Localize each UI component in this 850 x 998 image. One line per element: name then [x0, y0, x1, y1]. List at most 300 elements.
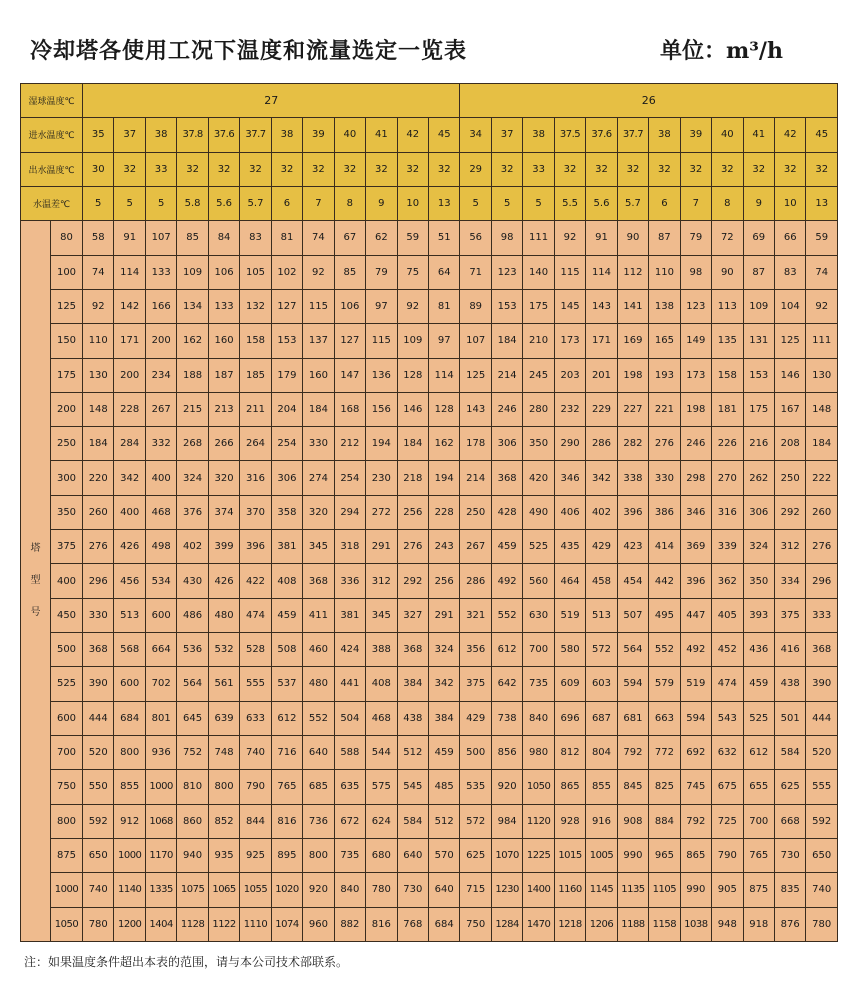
- flow-cell: 178: [460, 427, 491, 461]
- temp-diff-cell: 5.7: [240, 186, 271, 220]
- outlet-temp-cell: 32: [774, 152, 805, 186]
- flow-cell: 594: [680, 701, 711, 735]
- model-cell: 80: [51, 221, 83, 255]
- flow-cell: 187: [208, 358, 239, 392]
- flow-cell: 792: [617, 735, 648, 769]
- flow-cell: 507: [617, 598, 648, 632]
- flow-cell: 875: [743, 873, 774, 907]
- flow-cell: 534: [145, 564, 176, 598]
- flow-cell: 230: [366, 461, 397, 495]
- outlet-temp-cell: 32: [177, 152, 208, 186]
- table-row: [21, 255, 838, 289]
- unit-label: 单位：m³/h: [660, 38, 783, 64]
- temp-diff-cell: 5.6: [208, 186, 239, 220]
- flow-cell: 765: [743, 838, 774, 872]
- inlet-temp-cell: 42: [774, 118, 805, 152]
- model-cell: 800: [51, 804, 83, 838]
- flow-cell: 125: [460, 358, 491, 392]
- flow-cell: 444: [83, 701, 114, 735]
- outlet-temp-cell: 32: [617, 152, 648, 186]
- flow-cell: 700: [523, 633, 554, 667]
- flow-cell: 684: [114, 701, 145, 735]
- flow-cell: 292: [397, 564, 428, 598]
- table-row: [21, 427, 838, 461]
- flow-cell: 286: [460, 564, 491, 598]
- flow-cell: 312: [366, 564, 397, 598]
- flow-cell: 1400: [523, 873, 554, 907]
- table-row: [21, 461, 838, 495]
- temp-diff-cell: 5: [523, 186, 554, 220]
- flow-cell: 1000: [145, 770, 176, 804]
- flow-cell: 447: [680, 598, 711, 632]
- flow-cell: 650: [83, 838, 114, 872]
- flow-cell: 175: [743, 392, 774, 426]
- outlet-temp-cell: 29: [460, 152, 491, 186]
- flow-cell: 844: [240, 804, 271, 838]
- flow-cell: 1218: [554, 907, 585, 942]
- flow-cell: 700: [743, 804, 774, 838]
- flow-cell: 512: [397, 735, 428, 769]
- table-row: [21, 873, 838, 907]
- flow-cell: 368: [303, 564, 334, 598]
- group-27: 27: [83, 84, 460, 118]
- flow-cell: 318: [334, 530, 365, 564]
- flow-cell: 91: [586, 221, 617, 255]
- flow-cell: 256: [429, 564, 460, 598]
- flow-cell: 87: [743, 255, 774, 289]
- side-label-char: 号: [30, 607, 41, 619]
- flow-cell: 246: [680, 427, 711, 461]
- flow-cell: 460: [303, 633, 334, 667]
- flow-cell: 179: [271, 358, 302, 392]
- flow-cell: 227: [617, 392, 648, 426]
- model-cell: 200: [51, 392, 83, 426]
- flow-cell: 1128: [177, 907, 208, 942]
- flow-cell: 97: [429, 324, 460, 358]
- flow-cell: 107: [460, 324, 491, 358]
- flow-cell: 148: [806, 392, 838, 426]
- flow-cell: 498: [145, 530, 176, 564]
- temp-diff-row: [21, 186, 838, 220]
- flow-cell: 520: [83, 735, 114, 769]
- flow-cell: 194: [366, 427, 397, 461]
- flow-cell: 458: [586, 564, 617, 598]
- flow-cell: 625: [460, 838, 491, 872]
- flow-cell: 284: [114, 427, 145, 461]
- flow-cell: 92: [554, 221, 585, 255]
- flow-cell: 342: [429, 667, 460, 701]
- flow-cell: 810: [177, 770, 208, 804]
- flow-cell: 408: [366, 667, 397, 701]
- flow-cell: 69: [743, 221, 774, 255]
- flow-cell: 550: [83, 770, 114, 804]
- flow-cell: 1065: [208, 873, 239, 907]
- flow-cell: 1055: [240, 873, 271, 907]
- flow-cell: 74: [303, 221, 334, 255]
- flow-cell: 1188: [617, 907, 648, 942]
- flow-cell: 480: [208, 598, 239, 632]
- flow-cell: 1110: [240, 907, 271, 942]
- model-cell: 100: [51, 255, 83, 289]
- flow-cell: 1122: [208, 907, 239, 942]
- table-row: [21, 221, 838, 255]
- flow-cell: 148: [83, 392, 114, 426]
- flow-cell: 560: [523, 564, 554, 598]
- flow-cell: 536: [177, 633, 208, 667]
- outlet-temp-cell: 32: [429, 152, 460, 186]
- flow-cell: 92: [83, 289, 114, 323]
- flow-cell: 250: [774, 461, 805, 495]
- flow-cell: 290: [554, 427, 585, 461]
- outlet-temp-cell: 32: [208, 152, 239, 186]
- flow-cell: 400: [114, 495, 145, 529]
- flow-cell: 716: [271, 735, 302, 769]
- flow-cell: 254: [334, 461, 365, 495]
- inlet-temp-cell: 45: [806, 118, 838, 152]
- outlet-temp-cell: 32: [397, 152, 428, 186]
- flow-cell: 528: [240, 633, 271, 667]
- flow-cell: 735: [523, 667, 554, 701]
- flow-cell: 153: [743, 358, 774, 392]
- flow-cell: 75: [397, 255, 428, 289]
- flow-cell: 81: [429, 289, 460, 323]
- outlet-temp-cell: 32: [680, 152, 711, 186]
- flow-cell: 428: [491, 495, 522, 529]
- model-cell: 250: [51, 427, 83, 461]
- flow-cell: 66: [774, 221, 805, 255]
- temp-diff-cell: 10: [397, 186, 428, 220]
- model-cell: 875: [51, 838, 83, 872]
- model-cell: 700: [51, 735, 83, 769]
- flow-cell: 228: [114, 392, 145, 426]
- flow-cell: 537: [271, 667, 302, 701]
- flow-cell: 153: [271, 324, 302, 358]
- flow-cell: 147: [334, 358, 365, 392]
- flow-cell: 543: [712, 701, 743, 735]
- flow-cell: 220: [83, 461, 114, 495]
- flow-cell: 162: [177, 324, 208, 358]
- flow-cell: 74: [83, 255, 114, 289]
- outlet-temp-cell: 32: [240, 152, 271, 186]
- flow-cell: 218: [397, 461, 428, 495]
- temp-diff-cell: 5: [460, 186, 491, 220]
- flow-cell: 588: [334, 735, 365, 769]
- flow-cell: 185: [240, 358, 271, 392]
- flow-cell: 184: [83, 427, 114, 461]
- inlet-temp-cell: 38: [523, 118, 554, 152]
- flow-cell: 158: [712, 358, 743, 392]
- flow-cell: 1170: [145, 838, 176, 872]
- temp-diff-cell: 5: [145, 186, 176, 220]
- flow-cell: 215: [177, 392, 208, 426]
- flow-cell: 226: [712, 427, 743, 461]
- inlet-temp-cell: 45: [429, 118, 460, 152]
- flow-cell: 436: [743, 633, 774, 667]
- flow-cell: 114: [429, 358, 460, 392]
- flow-cell: 1140: [114, 873, 145, 907]
- flow-cell: 424: [334, 633, 365, 667]
- flow-cell: 804: [586, 735, 617, 769]
- flow-cell: 111: [523, 221, 554, 255]
- flow-cell: 321: [460, 598, 491, 632]
- flow-cell: 512: [429, 804, 460, 838]
- flow-cell: 143: [586, 289, 617, 323]
- flow-cell: 681: [617, 701, 648, 735]
- flow-cell: 97: [366, 289, 397, 323]
- flow-cell: 130: [806, 358, 838, 392]
- flow-cell: 168: [334, 392, 365, 426]
- flow-cell: 298: [680, 461, 711, 495]
- flow-cell: 210: [523, 324, 554, 358]
- flow-cell: 396: [680, 564, 711, 598]
- flow-cell: 153: [491, 289, 522, 323]
- table-row: [21, 633, 838, 667]
- flow-cell: 109: [397, 324, 428, 358]
- flow-cell: 146: [397, 392, 428, 426]
- flow-cell: 327: [397, 598, 428, 632]
- flow-cell: 561: [208, 667, 239, 701]
- flow-cell: 1200: [114, 907, 145, 942]
- flow-cell: 612: [491, 633, 522, 667]
- flow-cell: 200: [145, 324, 176, 358]
- flow-cell: 282: [617, 427, 648, 461]
- flow-cell: 115: [366, 324, 397, 358]
- flow-cell: 162: [429, 427, 460, 461]
- flow-cell: 376: [177, 495, 208, 529]
- flow-cell: 402: [586, 495, 617, 529]
- wet-bulb-label: 湿球温度℃: [21, 84, 83, 118]
- flow-cell: 264: [240, 427, 271, 461]
- flow-cell: 229: [586, 392, 617, 426]
- flow-cell: 59: [397, 221, 428, 255]
- flow-cell: 276: [806, 530, 838, 564]
- flow-cell: 525: [743, 701, 774, 735]
- flow-cell: 916: [586, 804, 617, 838]
- flow-cell: 184: [491, 324, 522, 358]
- flow-cell: 280: [523, 392, 554, 426]
- flow-cell: 765: [271, 770, 302, 804]
- flow-cell: 388: [366, 633, 397, 667]
- inlet-temp-cell: 41: [366, 118, 397, 152]
- flow-cell: 276: [649, 427, 680, 461]
- flow-cell: 368: [491, 461, 522, 495]
- flow-cell: 350: [743, 564, 774, 598]
- flow-cell: 990: [680, 873, 711, 907]
- flow-cell: 745: [680, 770, 711, 804]
- flow-cell: 438: [397, 701, 428, 735]
- flow-cell: 485: [429, 770, 460, 804]
- flow-cell: 267: [145, 392, 176, 426]
- flow-cell: 228: [429, 495, 460, 529]
- flow-cell: 406: [554, 495, 585, 529]
- flow-cell: 609: [554, 667, 585, 701]
- flow-cell: 426: [208, 564, 239, 598]
- flow-cell: 855: [114, 770, 145, 804]
- flow-cell: 111: [806, 324, 838, 358]
- flow-cell: 825: [649, 770, 680, 804]
- table-row: [21, 495, 838, 529]
- flow-cell: 250: [460, 495, 491, 529]
- flow-cell: 1284: [491, 907, 522, 942]
- flow-cell: 390: [806, 667, 838, 701]
- flow-cell: 519: [680, 667, 711, 701]
- flow-cell: 245: [523, 358, 554, 392]
- flow-cell: 564: [177, 667, 208, 701]
- flow-cell: 346: [680, 495, 711, 529]
- flow-cell: 181: [712, 392, 743, 426]
- flow-cell: 429: [460, 701, 491, 735]
- flow-cell: 104: [774, 289, 805, 323]
- flow-cell: 768: [397, 907, 428, 942]
- flow-cell: 58: [83, 221, 114, 255]
- flow-cell: 1206: [586, 907, 617, 942]
- flow-cell: 1158: [649, 907, 680, 942]
- temp-diff-cell: 5.5: [554, 186, 585, 220]
- flow-cell: 603: [586, 667, 617, 701]
- flow-cell: 642: [491, 667, 522, 701]
- flow-cell: 912: [114, 804, 145, 838]
- inlet-temp-cell: 37.8: [177, 118, 208, 152]
- flow-cell: 592: [806, 804, 838, 838]
- flow-cell: 780: [366, 873, 397, 907]
- flow-cell: 680: [366, 838, 397, 872]
- flow-cell: 408: [271, 564, 302, 598]
- flow-cell: 140: [523, 255, 554, 289]
- flow-cell: 256: [397, 495, 428, 529]
- flow-cell: 856: [491, 735, 522, 769]
- flow-cell: 835: [774, 873, 805, 907]
- outlet-temp-cell: 30: [83, 152, 114, 186]
- temp-diff-cell: 6: [649, 186, 680, 220]
- flow-cell: 1230: [491, 873, 522, 907]
- flow-cell: 274: [303, 461, 334, 495]
- flow-cell: 575: [366, 770, 397, 804]
- inlet-temp-label: 进水温度℃: [21, 118, 83, 152]
- flow-cell: 468: [145, 495, 176, 529]
- flow-cell: 984: [491, 804, 522, 838]
- inlet-temp-cell: 37.7: [617, 118, 648, 152]
- outlet-temp-cell: 32: [743, 152, 774, 186]
- flow-cell: 790: [712, 838, 743, 872]
- page-title: 冷却塔各使用工况下温度和流量选定一览表: [30, 38, 468, 64]
- flow-cell: 333: [806, 598, 838, 632]
- flow-cell: 110: [83, 324, 114, 358]
- flow-cell: 702: [145, 667, 176, 701]
- flow-cell: 1120: [523, 804, 554, 838]
- flow-cell: 492: [491, 564, 522, 598]
- flow-cell: 156: [366, 392, 397, 426]
- flow-cell: 262: [743, 461, 774, 495]
- flow-cell: 350: [523, 427, 554, 461]
- flow-cell: 1335: [145, 873, 176, 907]
- flow-cell: 940: [177, 838, 208, 872]
- footnote: 注：如果温度条件超出本表的范围，请与本公司技术部联系。: [24, 955, 349, 969]
- flow-cell: 381: [334, 598, 365, 632]
- flow-cell: 936: [145, 735, 176, 769]
- flow-cell: 635: [334, 770, 365, 804]
- model-cell: 450: [51, 598, 83, 632]
- outlet-temp-cell: 32: [649, 152, 680, 186]
- flow-cell: 400: [145, 461, 176, 495]
- flow-cell: 600: [114, 667, 145, 701]
- flow-cell: 750: [460, 907, 491, 942]
- model-cell: 125: [51, 289, 83, 323]
- flow-cell: 102: [271, 255, 302, 289]
- flow-cell: 552: [491, 598, 522, 632]
- flow-cell: 135: [712, 324, 743, 358]
- temp-diff-label: 水温差℃: [21, 186, 83, 220]
- flow-cell: 845: [617, 770, 648, 804]
- flow-cell: 1070: [491, 838, 522, 872]
- flow-cell: 426: [114, 530, 145, 564]
- flow-cell: 840: [523, 701, 554, 735]
- flow-cell: 545: [397, 770, 428, 804]
- flow-cell: 268: [177, 427, 208, 461]
- model-cell: 150: [51, 324, 83, 358]
- flow-cell: 112: [617, 255, 648, 289]
- flow-cell: 204: [271, 392, 302, 426]
- flow-cell: 812: [554, 735, 585, 769]
- flow-cell: 114: [586, 255, 617, 289]
- table-row: [21, 667, 838, 701]
- table-row: [21, 598, 838, 632]
- table-row: [21, 392, 838, 426]
- flow-cell: 234: [145, 358, 176, 392]
- temp-diff-cell: 8: [712, 186, 743, 220]
- flow-cell: 306: [271, 461, 302, 495]
- flow-cell: 294: [334, 495, 365, 529]
- flow-cell: 480: [303, 667, 334, 701]
- flow-cell: 402: [177, 530, 208, 564]
- flow-table: [20, 83, 838, 942]
- flow-cell: 1160: [554, 873, 585, 907]
- flow-cell: 312: [774, 530, 805, 564]
- table-row: [21, 530, 838, 564]
- flow-cell: 64: [429, 255, 460, 289]
- flow-cell: 56: [460, 221, 491, 255]
- flow-cell: 198: [617, 358, 648, 392]
- flow-cell: 128: [397, 358, 428, 392]
- flow-cell: 990: [617, 838, 648, 872]
- flow-cell: 291: [366, 530, 397, 564]
- flow-cell: 306: [743, 495, 774, 529]
- flow-cell: 83: [774, 255, 805, 289]
- flow-cell: 960: [303, 907, 334, 942]
- flow-cell: 296: [83, 564, 114, 598]
- flow-cell: 110: [649, 255, 680, 289]
- flow-cell: 584: [397, 804, 428, 838]
- flow-cell: 580: [554, 633, 585, 667]
- flow-cell: 324: [429, 633, 460, 667]
- flow-cell: 92: [806, 289, 838, 323]
- flow-cell: 474: [240, 598, 271, 632]
- flow-cell: 276: [83, 530, 114, 564]
- flow-cell: 320: [303, 495, 334, 529]
- flow-cell: 738: [491, 701, 522, 735]
- flow-cell: 324: [743, 530, 774, 564]
- inlet-temp-row: [21, 118, 838, 152]
- flow-cell: 214: [460, 461, 491, 495]
- flow-cell: 345: [303, 530, 334, 564]
- flow-cell: 685: [303, 770, 334, 804]
- flow-cell: 501: [774, 701, 805, 735]
- flow-cell: 184: [303, 392, 334, 426]
- flow-cell: 464: [554, 564, 585, 598]
- flow-cell: 442: [649, 564, 680, 598]
- flow-cell: 131: [743, 324, 774, 358]
- flow-cell: 296: [806, 564, 838, 598]
- flow-cell: 855: [586, 770, 617, 804]
